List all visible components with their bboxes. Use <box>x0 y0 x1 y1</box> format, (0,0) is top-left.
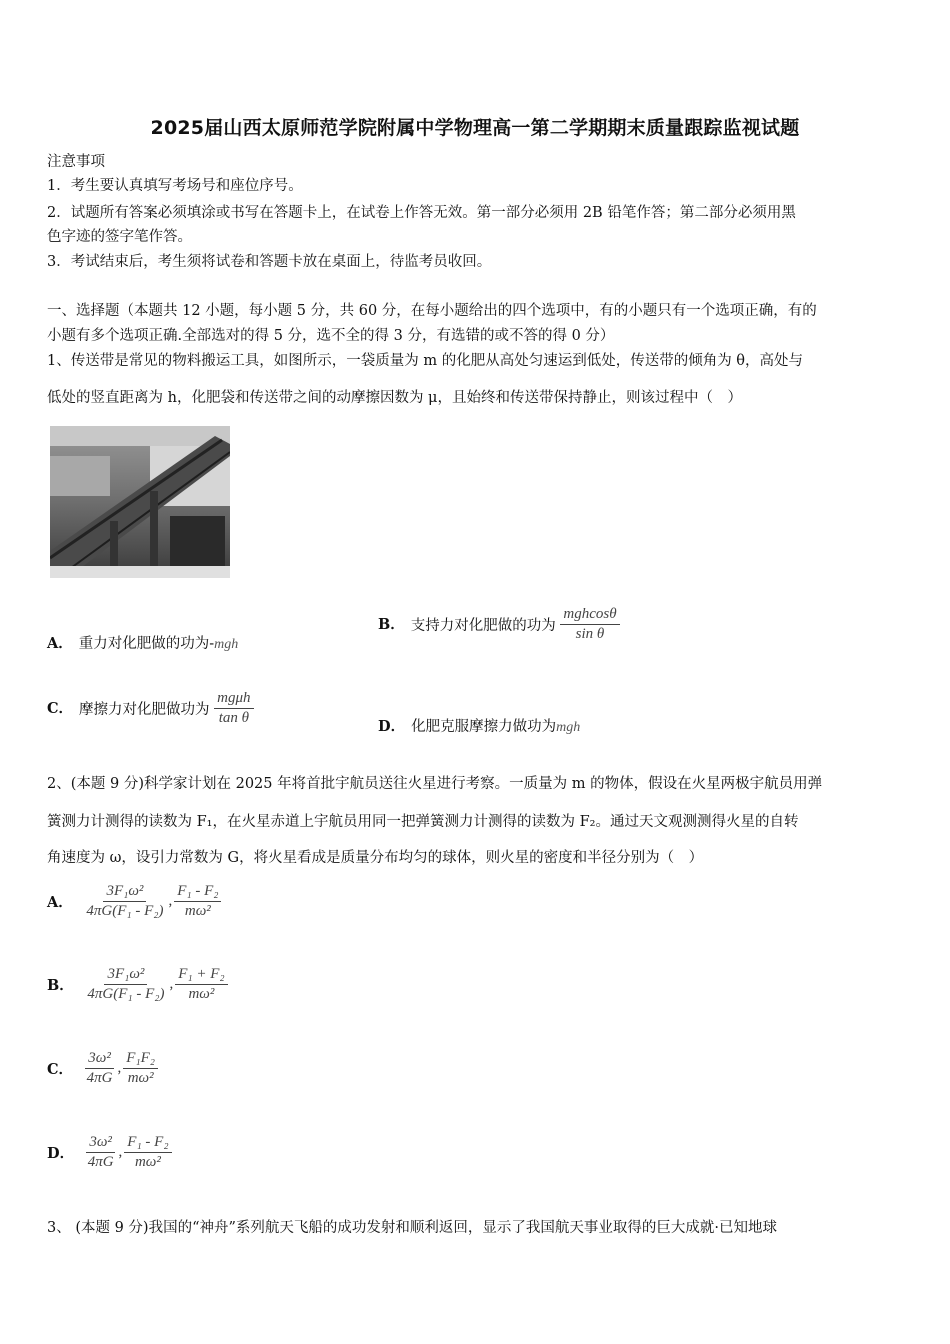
fraction-denominator: mω² <box>184 903 211 919</box>
q1-option-b[interactable] <box>378 606 620 643</box>
separator-comma: , <box>169 976 174 992</box>
separator-comma: , <box>168 893 173 909</box>
option-fraction <box>560 606 619 643</box>
q1-option-a[interactable] <box>47 632 238 653</box>
fraction-denominator: tan θ <box>218 710 249 726</box>
conveyor-belt-photo <box>50 426 230 578</box>
option-fraction <box>214 690 253 727</box>
q2-stem-line-1: 2、(本题 9 分)科学家计划在 2025 年将首批宇航员送往火星进行考察。一质量为 m 的物体，假设在火星两极宇航员用弹 <box>47 776 823 792</box>
q2-stem-line-2: 簧测力计测得的读数为 F₁，在火星赤道上宇航员用同一把弹簧测力计测得的读数为 F₂。通过天文观测测得火星的自转 <box>47 814 799 830</box>
fraction-numerator: 3ω² <box>86 1134 115 1153</box>
option-math: mgh <box>214 637 239 652</box>
q2-option-b[interactable] <box>47 966 228 1003</box>
notice-item-2-cont: 色字迹的签字笔作答。 <box>47 229 192 245</box>
fraction-denominator: 4πG(F₁ - F₂) <box>86 903 164 919</box>
fraction-denominator: sin θ <box>575 626 605 642</box>
fraction-numerator: mghcosθ <box>560 606 619 625</box>
option-label: D． <box>47 1145 75 1162</box>
fraction-numerator: F₁ + F₂ <box>175 966 227 985</box>
q2-option-d[interactable] <box>47 1134 172 1171</box>
fraction-denominator: 4πG <box>87 1154 114 1170</box>
fraction-denominator: 4πG(F₁ - F₂) <box>87 986 165 1002</box>
fraction-numerator: 3ω² <box>85 1050 114 1069</box>
notice-item-1: 1．考生要认真填写考场号和座位序号。 <box>47 178 303 194</box>
fraction-denominator: mω² <box>127 1070 154 1086</box>
fraction-numerator: 3F₁ω² <box>104 966 147 985</box>
fraction-numerator: F₁ - F₂ <box>124 1134 171 1153</box>
option-text: 支持力对化肥做的功为 <box>410 618 556 634</box>
section-heading-cont: 小题有多个选项正确.全部选对的得 5 分，选不全的得 3 分，有选错的或不答的得 0 分） <box>47 328 615 344</box>
option-label: C． <box>47 1061 74 1078</box>
option-fraction-density <box>84 966 167 1003</box>
page-title: 2025届山西太原师范学院附属中学物理高一第二学期期末质量跟踪监视试题 <box>150 117 800 139</box>
fraction-denominator: 4πG <box>86 1070 113 1086</box>
separator-comma: , <box>117 1060 122 1076</box>
fraction-numerator: F₁ - F₂ <box>174 883 221 902</box>
option-fraction-radius <box>175 966 227 1003</box>
q1-stem-line-2: 低处的竖直距离为 h，化肥袋和传送带之间的动摩擦因数为 μ，且始终和传送带保持静止，则该过程中（ ） <box>47 390 742 406</box>
fraction-denominator: mω² <box>188 986 215 1002</box>
q1-stem-line-1: 1、传送带是常见的物料搬运工具，如图所示，一袋质量为 m 的化肥从高处匀速运到低处，传送带的倾角为 θ，高处与 <box>47 353 804 369</box>
option-label: B． <box>378 615 405 633</box>
option-math: mgh <box>556 720 581 735</box>
q1-option-c[interactable] <box>47 690 254 727</box>
option-fraction-radius <box>174 883 221 920</box>
option-fraction-density <box>85 1134 117 1171</box>
q3-stem-line-1: 3、 (本题 9 分)我国的“神舟”系列航天飞船的成功发射和顺利返回，显示了我国航天事业取得的巨大成就·已知地球 <box>47 1220 778 1236</box>
option-label: A． <box>47 894 73 911</box>
option-label: A． <box>47 635 73 652</box>
fraction-denominator: mω² <box>134 1154 161 1170</box>
option-text: 重力对化肥做的功为- <box>78 636 215 652</box>
section-heading: 一、选择题（本题共 12 小题，每小题 5 分，共 60 分，在每小题给出的四个选项中，有的小题只有一个选项正确，有的 <box>47 303 817 319</box>
option-fraction-density <box>83 883 166 920</box>
separator-comma: , <box>118 1144 123 1160</box>
q2-stem-line-3: 角速度为 ω，设引力常数为 G，将火星看成是质量分布均匀的球体，则火星的密度和半径分别为（ ） <box>47 850 704 866</box>
q2-option-c[interactable] <box>47 1050 158 1087</box>
option-text: 摩擦力对化肥做功为 <box>79 702 210 718</box>
fraction-numerator: F₁F₂ <box>123 1050 158 1069</box>
notice-heading: 注意事项 <box>47 154 105 170</box>
option-fraction-density <box>84 1050 116 1087</box>
fraction-numerator: 3F₁ω² <box>103 883 146 902</box>
q2-option-a[interactable] <box>47 883 221 920</box>
option-label: D． <box>378 718 406 735</box>
option-text: 化肥克服摩擦力做功为 <box>411 719 557 735</box>
option-fraction-radius <box>124 1134 171 1171</box>
q1-option-d[interactable] <box>378 715 580 736</box>
notice-item-2: 2．试题所有答案必须填涂或书写在答题卡上，在试卷上作答无效。第一部分必须用 2B 铅笔作答；第二部分必须用黑 <box>47 205 796 221</box>
option-label: B． <box>47 977 74 994</box>
fraction-numerator: mgμh <box>214 690 253 709</box>
notice-item-3: 3．考试结束后，考生须将试卷和答题卡放在桌面上，待监考员收回。 <box>47 254 492 270</box>
option-fraction-radius <box>123 1050 158 1087</box>
option-label: C． <box>47 699 74 717</box>
